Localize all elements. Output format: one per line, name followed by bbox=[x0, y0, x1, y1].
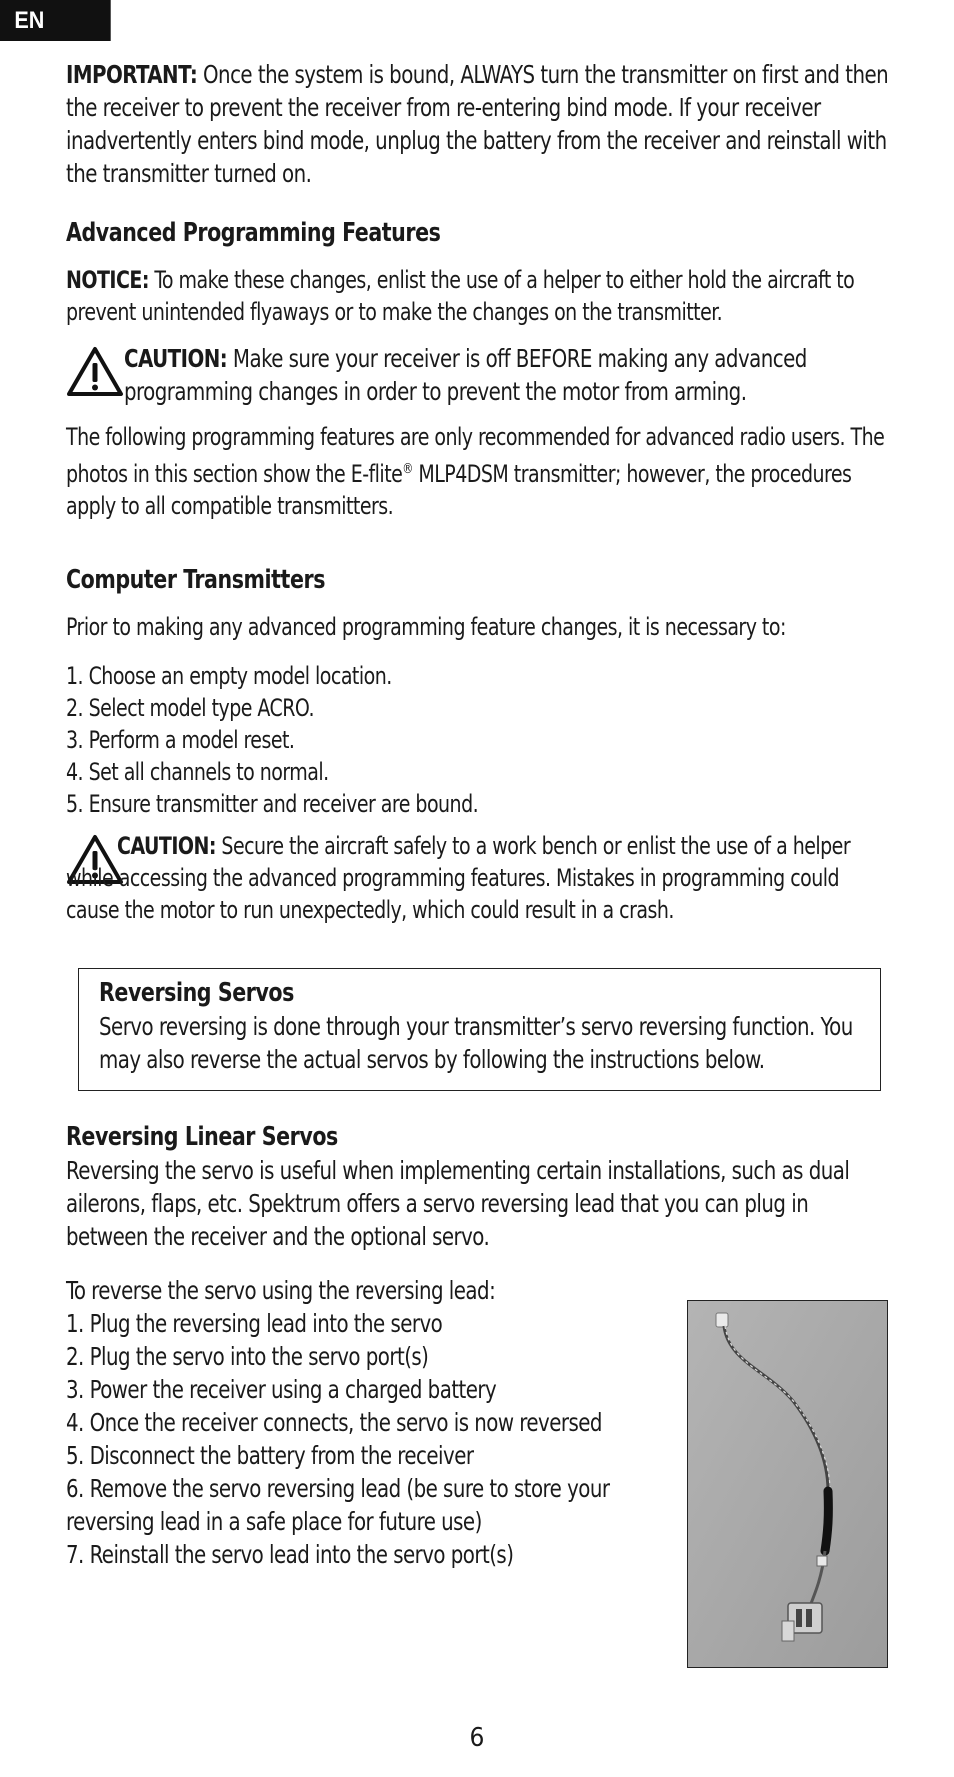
caution-callout-2 bbox=[66, 830, 896, 926]
reversing-servos-box bbox=[78, 968, 881, 1091]
list-item: 3. Power the receiver using a charged battery bbox=[66, 1375, 497, 1404]
important-paragraph bbox=[66, 58, 896, 190]
warning-triangle-icon bbox=[66, 346, 124, 398]
language-tab: EN bbox=[0, 0, 111, 41]
notice-text: To make these changes, enlist the use of a helper to either hold the aircraft to prevent unintended flyaways or to make the changes on the transmitter. bbox=[66, 266, 855, 326]
reversing-servos-text: Servo reversing is done through your transmitter’s servo reversing function. You may also reverse the actual servos by following the instructions below. bbox=[99, 1012, 853, 1074]
computer-intro: Prior to making any advanced programming feature changes, it is necessary to: bbox=[66, 613, 786, 641]
linear-heading: Reversing Linear Servos bbox=[66, 1122, 338, 1152]
registered-mark: ® bbox=[402, 461, 413, 477]
linear-steps bbox=[66, 1307, 664, 1571]
list-item: 3. Perform a model reset. bbox=[66, 726, 295, 754]
computer-steps bbox=[66, 660, 896, 820]
list-item: 1. Choose an empty model location. bbox=[66, 662, 392, 690]
computer-heading: Computer Transmitters bbox=[66, 565, 326, 595]
page-number: 6 bbox=[469, 1723, 485, 1753]
caution-body: Secure the aircraft safely to a work bench or enlist the use of a helper while accessing the advanced programming features. Mistakes in programming could cause the motor to run unexpectedly, which could result in a crash. bbox=[66, 832, 851, 924]
list-item: 4. Set all channels to normal. bbox=[66, 758, 329, 786]
caution-label: CAUTION: bbox=[117, 832, 216, 860]
caution-text-1 bbox=[124, 342, 890, 408]
servo-reversing-lead-photo bbox=[687, 1300, 888, 1668]
list-item: 1. Plug the reversing lead into the servo bbox=[66, 1309, 443, 1338]
list-item: 2. Plug the servo into the servo port(s) bbox=[66, 1342, 429, 1371]
advanced-intro-part1: The following programming features are only recommended for advanced radio users. The photos in this section show the E-flite bbox=[66, 423, 885, 488]
notice-paragraph bbox=[66, 264, 896, 328]
caution-label: CAUTION: bbox=[124, 344, 228, 373]
caution-body: Make sure your receiver is off BEFORE making any advanced programming changes in order to prevent the motor from arming. bbox=[124, 344, 807, 406]
linear-text: Reversing the servo is useful when implementing certain installations, such as dual ailerons, flaps, etc. Spektrum offers a servo reversing lead that you can plug in between the receiver and the optional servo. bbox=[66, 1156, 850, 1251]
important-label: IMPORTANT: bbox=[66, 60, 198, 89]
servo-lead-image bbox=[688, 1301, 888, 1668]
list-item: 6. Remove the servo reversing lead (be sure to store your reversing lead in a safe place for future use) bbox=[66, 1474, 610, 1536]
advanced-intro-part2: MLP4DSM transmitter; however, the procedures apply to all compatible transmitters. bbox=[66, 460, 852, 520]
caution-text-2 bbox=[66, 830, 896, 926]
linear-intro: To reverse the servo using the reversing lead: bbox=[66, 1276, 496, 1305]
reversing-servos-heading: Reversing Servos bbox=[99, 978, 294, 1008]
advanced-intro bbox=[66, 421, 896, 522]
advanced-heading: Advanced Programming Features bbox=[66, 218, 441, 248]
notice-label: NOTICE: bbox=[66, 266, 149, 294]
important-text: Once the system is bound, ALWAYS turn the transmitter on first and then the receiver to prevent the receiver from re-entering bind mode. If your receiver inadvertently enters bind mode, unplug the battery from the receiver and reinstall with the transmitter turned on. bbox=[66, 60, 889, 188]
list-item: 5. Disconnect the battery from the receiver bbox=[66, 1441, 474, 1470]
caution-callout-1 bbox=[66, 342, 896, 408]
list-item: 4. Once the receiver connects, the servo is now reversed bbox=[66, 1408, 602, 1437]
list-item: 2. Select model type ACRO. bbox=[66, 694, 314, 722]
reversing-servos-content bbox=[99, 977, 954, 1076]
list-item: 7. Reinstall the servo lead into the servo port(s) bbox=[66, 1540, 514, 1569]
list-item: 5. Ensure transmitter and receiver are bound. bbox=[66, 790, 479, 818]
